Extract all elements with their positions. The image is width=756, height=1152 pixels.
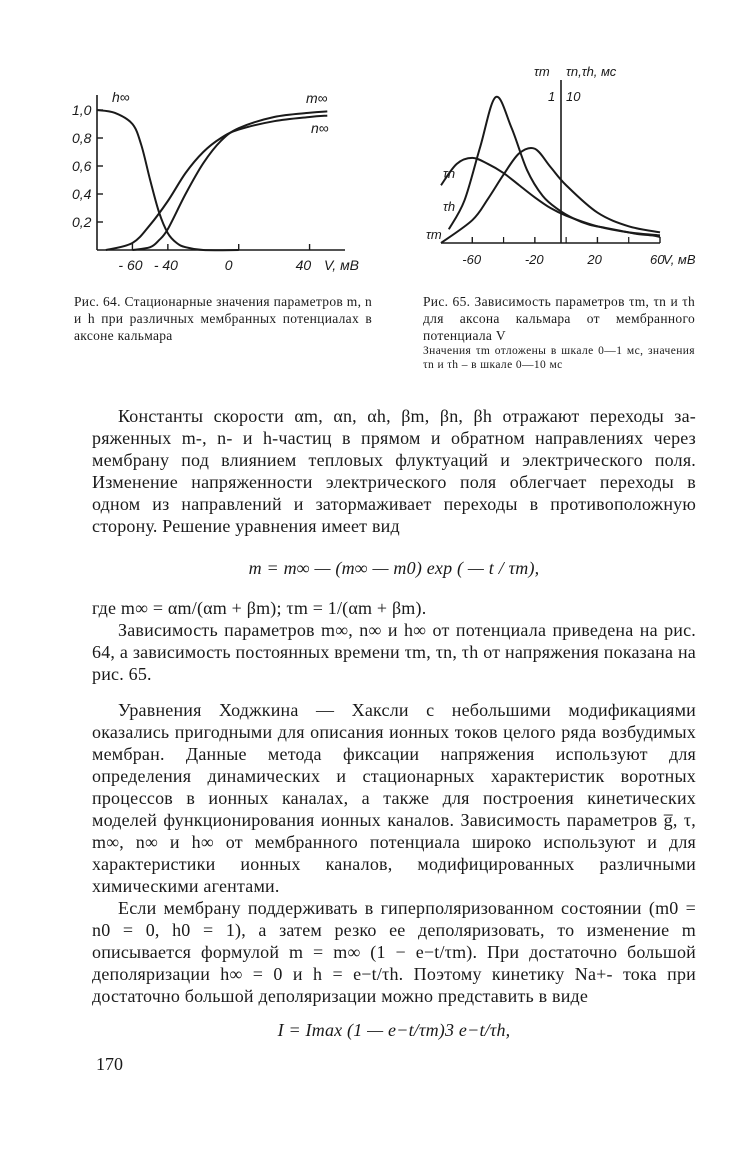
fig64-x-tick-label: - 40 xyxy=(153,257,178,273)
fig64-y-tick-label: 0,6 xyxy=(72,158,92,174)
fig64-x-tick-label: 40 xyxy=(295,257,312,273)
fig64-y-tick-label: 0,4 xyxy=(72,186,92,202)
fig65-label-m: τm xyxy=(426,227,442,242)
figure-64-caption-text: Рис. 64. Стационарные значения параметров m, n и h при различных мембранных потенциалах в аксоне кальмара xyxy=(74,294,372,343)
fig65-x-unit: V, мВ xyxy=(663,252,696,267)
body-text xyxy=(92,405,696,1041)
paragraph-1-first-line: Константы скорости αm, αn, αh, βm, βn, βh отражают переходы за- xyxy=(118,406,696,426)
fig65-y-tick-left: 1 xyxy=(548,89,556,104)
fig65-series-line-tau-m xyxy=(449,97,660,237)
fig64-y-tick-label: 0,8 xyxy=(72,130,92,146)
formula-1: m = m∞ — (m∞ — m0) exp ( — t / τm), xyxy=(248,558,540,578)
fig64-label-n: n∞ xyxy=(311,120,329,136)
figure-65-caption-note: Значения τm отложены в шкале 0—1 мс, значения τn и τh – в шкале 0—10 мс xyxy=(423,345,695,371)
fig65-x-tick-label: -60 xyxy=(462,252,482,267)
page-number: 170 xyxy=(96,1054,123,1074)
paragraph-1 xyxy=(92,405,696,537)
fig64-x-tick-label: - 60 xyxy=(118,257,143,273)
fig64-y-tick-label: 1,0 xyxy=(72,102,92,118)
figure-65-chart xyxy=(0,0,756,290)
figures-area xyxy=(0,0,756,380)
paragraph-1-rest: ряженных m-, n- и h-частиц в прямом и обратном направлениях через мембрану под влиянием тепловых флуктуаций и электрического поля. Изменение напряженности электрического поля облегчает переходы в одном из направлений и затормаживает переходы в противоположную сторону. Решение уравнения имеет вид xyxy=(92,428,696,536)
fig64-x-tick-label: 0 xyxy=(224,257,233,273)
fig65-x-tick-label: 60 xyxy=(650,252,665,267)
fig65-series-line-tau-h xyxy=(441,148,660,243)
where-line: где m∞ = αm/(αm + βm); τm = 1/(αm + βm). xyxy=(92,598,427,618)
paragraph-3: Уравнения Ходжкина — Хаксли с небольшими модификациями оказались пригодными для описания ионных токов целого ряда возбудимых мембран. Данные метода фиксации напряжения используют для определения динамических и стационарных характеристик воротных процессов в ионных каналах, а также для построения кинетических моделей функционирования ионных каналов. Зависимость параметров g̅, τ, m∞, n∞ и h∞ от мембранного потенциала широко используют и для характеристики ионных каналов, модифицированных различными химическими агентами. xyxy=(92,700,696,896)
fig65-y-tick-right: 10 xyxy=(566,89,581,104)
fig65-y-header-left: τm xyxy=(534,64,550,79)
figure-64-caption xyxy=(74,293,372,344)
paragraph-4: Если мембрану поддерживать в гиперполяризованном состоянии (m0 = n0 = 0, h0 = 1), а затем резко ее деполяризовать, то изменение m описывается формулой m = m∞ (1 − e−t/τm). При достаточно большой деполяризации h∞ = 0 и h = e−t/τh. Поэтому кинетику Na+- тока при достаточно большой деполяризации можно представить в виде xyxy=(92,898,696,1006)
fig64-label-m: m∞ xyxy=(306,90,328,106)
fig64-label-h: h∞ xyxy=(112,89,130,105)
fig64-y-tick-label: 0,2 xyxy=(72,214,92,230)
fig65-label-n: τn xyxy=(443,166,456,181)
fig65-x-tick-label: 20 xyxy=(587,252,602,267)
fig65-y-header-right: τn,τh, мс xyxy=(566,64,617,79)
fig65-x-tick-label: -20 xyxy=(524,252,544,267)
figure-65-caption-text: Рис. 65. Зависимость параметров τm, τn и τh для аксона кальмара от мембранного потенциала V xyxy=(423,294,695,343)
fig64-x-unit: V, мВ xyxy=(324,257,360,273)
figure-65-caption xyxy=(423,293,695,372)
formula-2: I = Imax (1 — e−t/τm)3 e−t/τh, xyxy=(277,1020,511,1040)
paragraph-2: Зависимость параметров m∞, n∞ и h∞ от потенциала приведена на рис. 64, а зависимость постоянных времени τm, τn, τh от напряжения показана на рис. 65. xyxy=(92,620,696,684)
fig65-label-h: τh xyxy=(443,199,456,214)
